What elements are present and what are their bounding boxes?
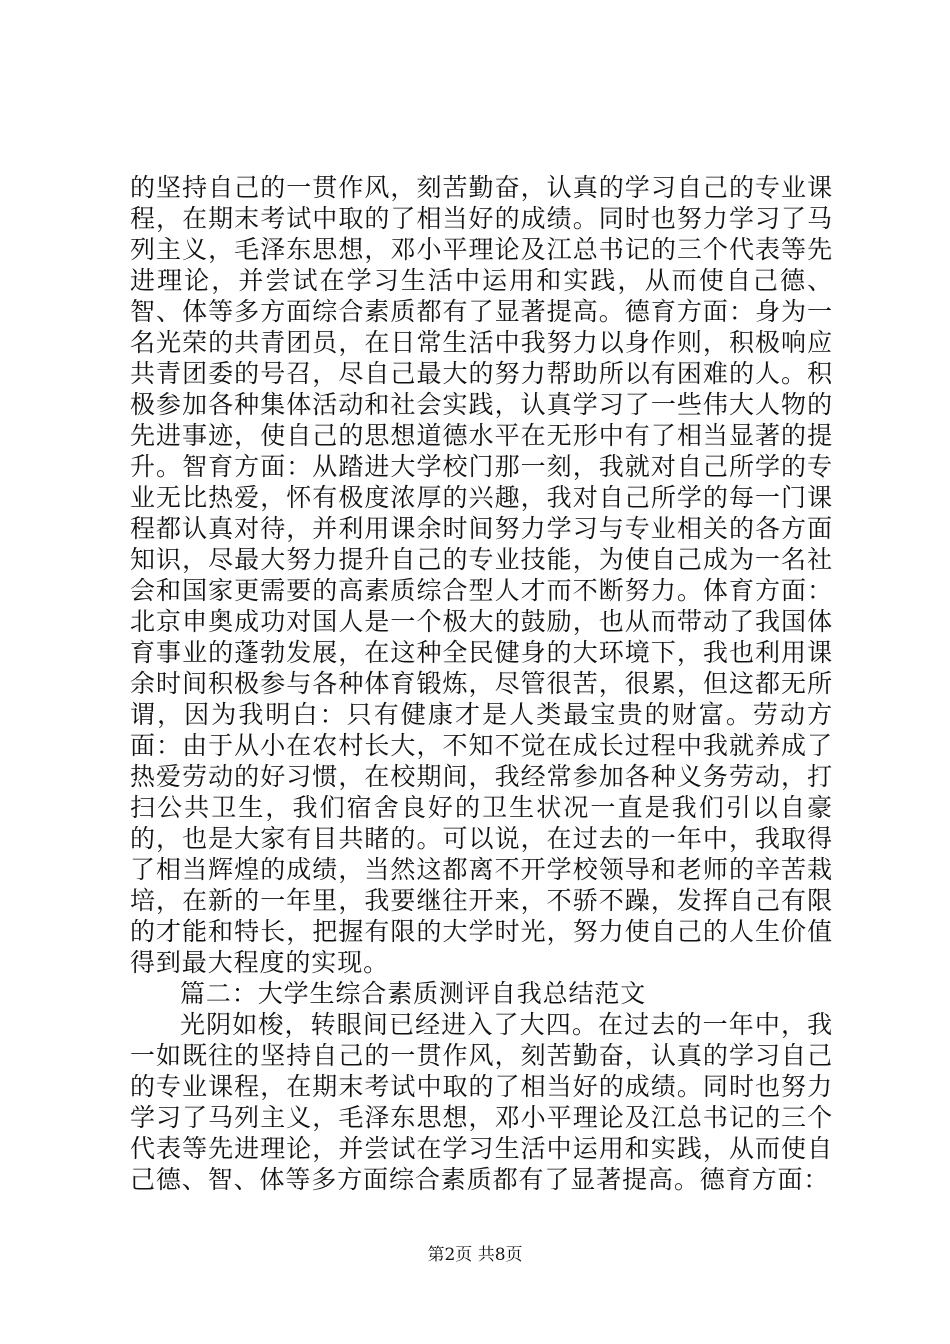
document-body	[130, 172, 833, 1195]
paragraph-continuation: 的坚持自己的一贯作风，刻苦勤奋，认真的学习自己的专业课程，在期末考试中取的了相当好的成绩。同时也努力学习了马列主义，毛泽东思想，邓小平理论及江总书记的三个代表等先进理论，并尝试在学习生活中运用和实践，从而使自己德、智、体等多方面综合素质都有了显著提高。德育方面：身为一名光荣的共青团员，在日常生活中我努力以身作则，积极响应共青团委的号召，尽自己最大的努力帮助所以有困难的人。积极参加各种集体活动和社会实践，认真学习了一些伟大人物的先进事迹，使自己的思想道德水平在无形中有了相当显著的提升。智育方面：从踏进大学校门那一刻，我就对自己所学的专业无比热爱，怀有极度浓厚的兴趣，我对自己所学的每一门课程都认真对待，并利用课余时间努力学习与专业相关的各方面知识，尽最大努力提升自己的专业技能，为使自己成为一名社会和国家更需要的高素质综合型人才而不断努力。体育方面：北京申奥成功对国人是一个极大的鼓励，也从而带动了我国体育事业的蓬勃发展，在这种全民健身的大环境下，我也利用课余时间积极参与各种体育锻炼，尽管很苦，很累，但这都无所谓，因为我明白：只有健康才是人类最宝贵的财富。劳动方面：由于从小在农村长大，不知不觉在成长过程中我就养成了热爱劳动的好习惯，在校期间，我经常参加各种义务劳动，打扫公共卫生，我们宿舍良好的卫生状况一直是我们引以自豪的，也是大家有目共睹的。可以说，在过去的一年中，我取得了相当辉煌的成绩，当然这都离不开学校领导和老师的辛苦栽培，在新的一年里，我要继往开来，不骄不躁，发挥自己有限的才能和特长，把握有限的大学时光，努力使自己的人生价值得到最大程度的实现。	[130, 173, 833, 977]
paragraph-intro: 光阴如梭，转眼间已经进入了大四。在过去的一年中，我一如既往的坚持自己的一贯作风，刻苦勤奋，认真的学习自己的专业课程，在期末考试中取的了相当好的成绩。同时也努力学习了马列主义，毛泽东思想，邓小平理论及江总书记的三个代表等先进理论，并尝试在学习生活中运用和实践，从而使自己德、智、体等多方面综合素质都有了显著提高。德育方面：	[130, 1010, 833, 1194]
page-indicator: 第2页 共8页	[427, 1245, 523, 1265]
section-heading: 篇二：大学生综合素质测评自我总结范文	[180, 979, 647, 1008]
page-footer	[0, 1240, 950, 1265]
